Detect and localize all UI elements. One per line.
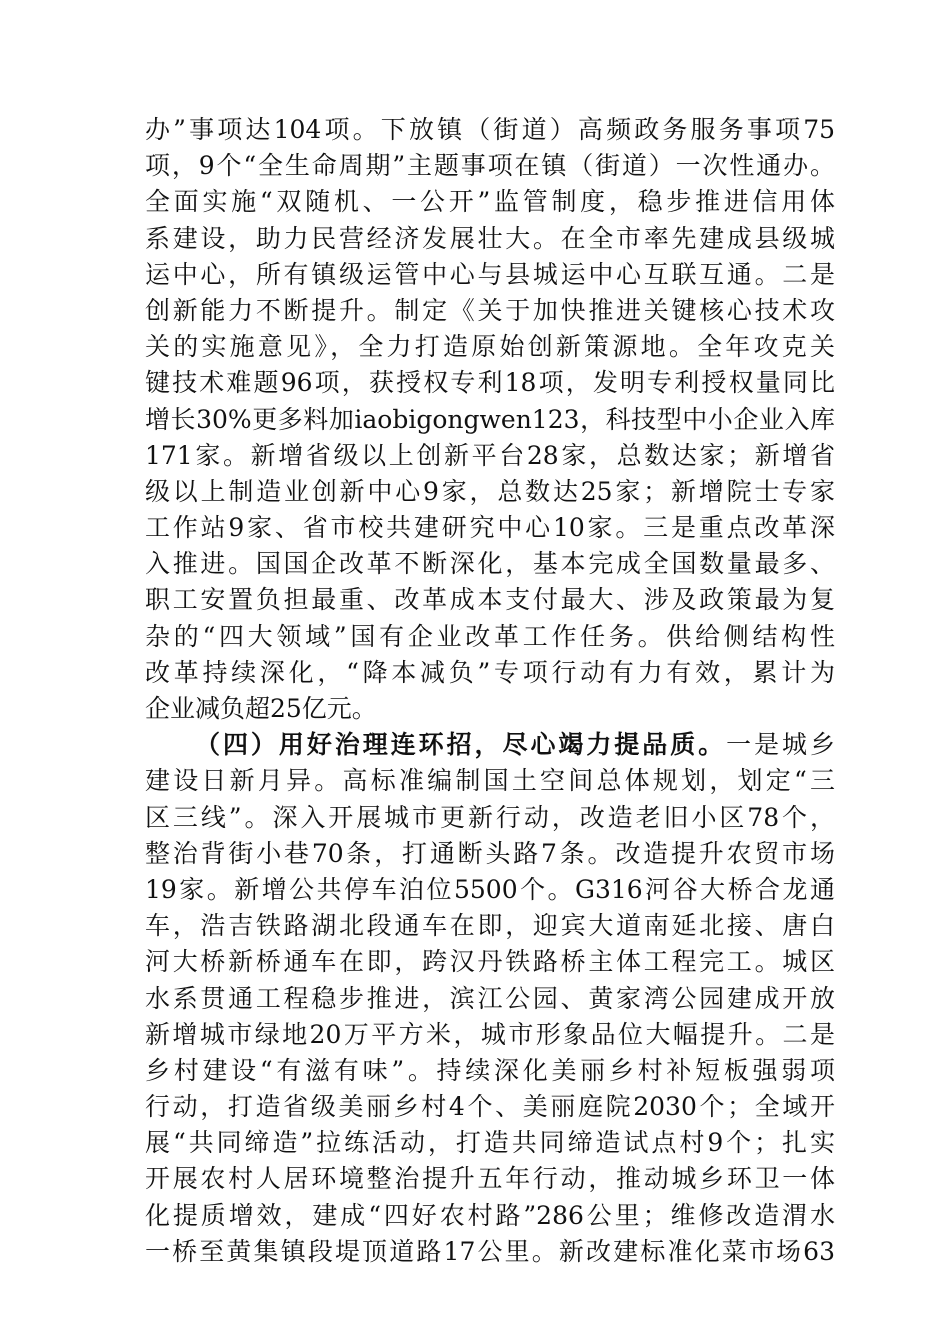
text-line: 车，浩吉铁路湖北段通车在即，迎宾大道南延北接、唐白 [145,911,835,941]
text-line: 增长30%更多料加iaobigongwen123，科技型中小企业入库 [145,404,835,434]
section-first-line-text: 一是城乡 [726,730,835,760]
text-line: 项，9个“全生命周期”主题事项在镇（街道）一次性通办。 [145,151,835,181]
paragraph-last-line: 企业减负超25亿元。 [145,694,377,723]
document-body [145,112,835,1270]
text-line: 系建设，助力民营经济发展壮大。在全市率先建成县级城 [145,223,835,253]
text-line: 化提质增效，建成“四好农村路”286公里；维修改造渭水 [145,1200,835,1230]
text-line: 改革持续深化，“降本减负”专项行动有力有效，累计为 [145,657,835,687]
text-line: 171家。新增省级以上创新平台28家，总数达家；新增省 [145,440,835,470]
text-line: 整治背街小巷70条，打通断头路7条。改造提升农贸市场 [145,838,835,868]
text-line: 键技术难题96项，获授权专利18项，发明专利授权量同比 [145,368,835,398]
text-line: 全面实施“双随机、一公开”监管制度，稳步推进信用体 [145,187,835,217]
section-first-line [145,727,835,763]
text-line: 水系贯通工程稳步推进，滨江公园、黄家湾公园建成开放 [145,983,835,1013]
text-line: 运中心，所有镇级运管中心与县城运中心互联互通。二是 [145,259,835,289]
text-line: 新增城市绿地20万平方米，城市形象品位大幅提升。二是 [145,1019,835,1049]
text-line: 杂的“四大领域”国有企业改革工作任务。供给侧结构性 [145,621,835,651]
text-line: 区三线”。深入开展城市更新行动，改造老旧小区78个， [145,802,835,832]
text-line: 行动，打造省级美丽乡村4个、美丽庭院2030个；全域开 [145,1092,835,1122]
text-line: 开展农村人居环境整治提升五年行动，推动城乡环卫一体 [145,1164,835,1194]
text-line: 级以上制造业创新中心9家，总数达25家；新增院士专家 [145,476,835,506]
text-line: 河大桥新桥通车在即，跨汉丹铁路桥主体工程完工。城区 [145,947,835,977]
text-line: 关的实施意见》，全力打造原始创新策源地。全年攻克关 [145,332,835,362]
text-line: 工作站9家、省市校共建研究中心10家。三是重点改革深 [145,513,835,543]
text-line: 建设日新月异。高标准编制国土空间总体规划，划定“三 [145,766,835,796]
text-line: 职工安置负担最重、改革成本支付最大、涉及政策最为复 [145,585,835,615]
text-line: 展“共同缔造”拉练活动，打造共同缔造试点村9个；扎实 [145,1128,835,1158]
text-line: 一桥至黄集镇段堤顶道路17公里。新改建标准化菜市场63 [145,1236,835,1266]
text-line: 19家。新增公共停车泊位5500个。G316河谷大桥合龙通 [145,874,835,904]
text-line: 入推进。国国企改革不断深化，基本完成全国数量最多、 [145,549,835,579]
text-line: 创新能力不断提升。制定《关于加快推进关键核心技术攻 [145,295,835,325]
text-line: 办”事项达104项。下放镇（街道）高频政务服务事项75 [145,115,835,144]
text-line: 乡村建设“有滋有味”。持续深化美丽乡村补短板强弱项 [145,1055,835,1085]
section-heading: （四）用好治理连环招，尽心竭力提品质。 [195,730,727,760]
